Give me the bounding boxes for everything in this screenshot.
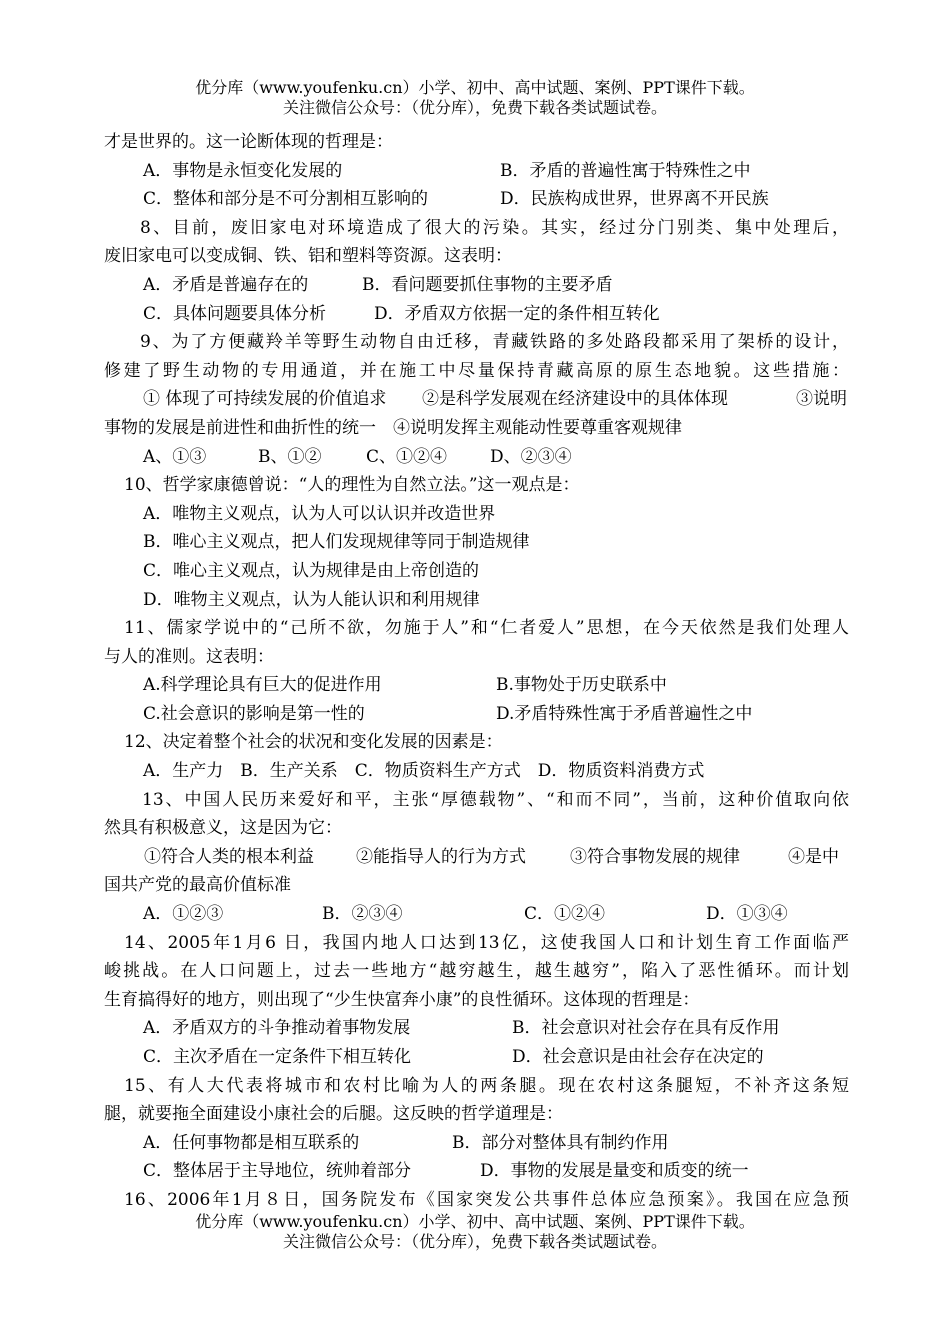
q11-option-d: D.矛盾特殊性寓于矛盾普遍性之中 [496, 703, 753, 724]
q14-option-b: B．社会意识对社会存在具有反作用 [512, 1018, 780, 1039]
header-line-2: 关注微信公众号：（优分库），免费下载各类试题试卷。 [282, 98, 667, 117]
q12-stem: 12、决定着整个社会的状况和变化发展的因素是： [124, 732, 503, 753]
q13-stem-line-2: 然具有积极意义，这是因为它： [104, 818, 342, 839]
q11-options-ab [104, 671, 849, 700]
q10-option-a: A．唯物主义观点，认为人可以认识并改造世界 [143, 503, 496, 524]
q14-options-cd [104, 1043, 849, 1072]
q8-option-d: D．矛盾双方依据一定的条件相互转化 [374, 303, 660, 324]
q8-option-c: C．具体问题要具体分析 [143, 303, 327, 324]
page-header [0, 78, 950, 118]
q7-option-d: D．民族构成世界，世界离不开民族 [500, 189, 769, 210]
q13-statement-2: ②能指导人的行为方式 [356, 846, 526, 867]
header-line-1: 优分库（www.youfenku.cn）小学、初中、高中试题、案例、PPT课件下载。 [195, 78, 755, 97]
q11-stem-line-1: 11、儒家学说中的“己所不欲，勿施于人”和“仁者爱人”思想，在今天依然是我们处理人 [124, 618, 849, 639]
q7-option-a: A．事物是永恒变化发展的 [143, 160, 343, 181]
q14-options-ab [104, 1014, 849, 1043]
q13-statements-line-2: 国共产党的最高价值标准 [104, 875, 291, 896]
q14-stem-line-2: 峻挑战。在人口问题上，过去一些地方“越穷越生，越生越穷”，陷入了恶性循环。而计划 [104, 961, 849, 982]
q13-option-d: D．①③④ [706, 904, 788, 925]
q10-option-b: B．唯心主义观点，把人们发现规律等同于制造规律 [143, 532, 530, 553]
q13-statement-3: ③符合事物发展的规律 [570, 846, 740, 867]
q11-options-cd [104, 700, 849, 729]
q15-options-ab [104, 1129, 849, 1158]
q9-option-b: B、①② [258, 446, 322, 467]
q11-stem-line-2: 与人的准则。这表明： [104, 646, 274, 667]
q9-statement-1: ① 体现了可持续发展的价值追求 [143, 389, 387, 410]
q7-stem-end: 才是世界的。这一论断体现的哲理是： [104, 132, 393, 152]
page-footer [0, 1212, 950, 1252]
q11-option-b: B.事物处于历史联系中 [496, 675, 667, 696]
q7-option-c: C．整体和部分是不可分割相互影响的 [143, 189, 429, 210]
q7-options-ab [104, 157, 849, 186]
q15-option-b: B．部分对整体具有制约作用 [452, 1132, 669, 1153]
exam-body [104, 128, 849, 1215]
q9-options [104, 443, 849, 472]
q10-option-d: D．唯物主义观点，认为人能认识和利用规律 [143, 589, 480, 610]
q8-options-ab [104, 271, 849, 300]
q8-stem-line-2: 废旧家电可以变成铜、铁、铝和塑料等资源。这表明： [104, 246, 512, 267]
q16-stem-line-1: 16、2006年1月８日，国务院发布《国家突发公共事件总体应急预案》。我国在应急预 [124, 1189, 849, 1210]
q9-statements-line-2: 事物的发展是前进性和曲折性的统一 ④说明发挥主观能动性要尊重客观规律 [104, 417, 682, 438]
q9-statements-line-1 [104, 385, 849, 414]
q9-option-d: D、②③④ [490, 446, 572, 467]
q13-options [104, 900, 849, 929]
q10-stem: 10、哲学家康德曾说：“人的理性为自然立法。”这一观点是： [124, 475, 580, 496]
q11-option-c: C.社会意识的影响是第一性的 [143, 703, 365, 724]
q9-statement-2: ②是科学发展观在经济建设中的具体体现 [422, 389, 728, 410]
q14-option-d: D．社会意识是由社会存在决定的 [512, 1047, 764, 1067]
q9-stem-line-2: 修建了野生动物的专用通道，并在施工中尽量保持青藏高原的原生态地貌。这些措施： [104, 360, 849, 381]
q15-option-a: A．任何事物都是相互联系的 [143, 1132, 360, 1153]
q14-option-c: C．主次矛盾在一定条件下相互转化 [143, 1047, 412, 1067]
q9-statement-3: ③说明 [796, 389, 847, 410]
q9-stem-line-1: 9、为了方便藏羚羊等野生动物自由迁移，青藏铁路的多处路段都采用了架桥的设计， [140, 332, 849, 353]
q10-option-c: C．唯心主义观点，认为规律是由上帝创造的 [143, 560, 480, 581]
q13-option-a: A．①②③ [143, 904, 224, 925]
q14-stem-line-1: 14、2005年1月6 日，我国内地人口达到13亿，这使我国人口和计划生育工作面临严 [124, 932, 849, 953]
q15-stem-line-2: 腿，就要拖全面建设小康社会的后腿。这反映的哲学道理是： [104, 1104, 563, 1125]
q7-options-cd [104, 185, 849, 214]
q14-stem-line-3: 生育搞得好的地方，则出现了“少生快富奔小康”的良性循环。这体现的哲理是： [104, 989, 700, 1010]
q13-statements-line-1 [104, 843, 849, 872]
q8-options-cd [104, 300, 849, 329]
q9-option-c: C、①②④ [366, 446, 448, 467]
footer-line-2: 关注微信公众号：（优分库），免费下载各类试题试卷。 [282, 1232, 667, 1251]
q14-option-a: A．矛盾双方的斗争推动着事物发展 [143, 1018, 411, 1039]
q8-stem-line-1: 8、目前，废旧家电对环境造成了很大的污染。其实，经过分门别类、集中处理后， [140, 217, 849, 238]
q13-option-b: B．②③④ [322, 904, 403, 925]
q8-option-a: A．矛盾是普遍存在的 [143, 274, 309, 295]
q15-options-cd [104, 1157, 849, 1186]
q9-option-a: A、①③ [143, 446, 207, 467]
q13-option-c: C．①②④ [524, 904, 606, 925]
q15-stem-line-1: 15、有人大代表将城市和农村比喻为人的两条腿。现在农村这条腿短，不补齐这条短 [124, 1075, 849, 1096]
footer-line-1: 优分库（www.youfenku.cn）小学、初中、高中试题、案例、PPT课件下载。 [195, 1212, 755, 1231]
q15-option-c: C．整体居于主导地位，统帅着部分 [143, 1161, 412, 1182]
q12-options: A．生产力 B．生产关系 C．物质资料生产方式 D．物质资料消费方式 [143, 761, 705, 782]
q15-option-d: D．事物的发展是量变和质变的统一 [480, 1161, 749, 1182]
q7-option-b: B．矛盾的普遍性寓于特殊性之中 [500, 160, 751, 181]
q11-option-a: A.科学理论具有巨大的促进作用 [143, 675, 382, 696]
q13-statement-1: ①符合人类的根本利益 [144, 846, 314, 867]
q8-option-b: B．看问题要抓住事物的主要矛盾 [362, 274, 613, 295]
q13-statement-4: ④是中 [788, 846, 839, 867]
q13-stem-line-1: 13、中国人民历来爱好和平，主张“厚德载物”、“和而不同”，当前，这种价值取向依 [142, 789, 849, 810]
